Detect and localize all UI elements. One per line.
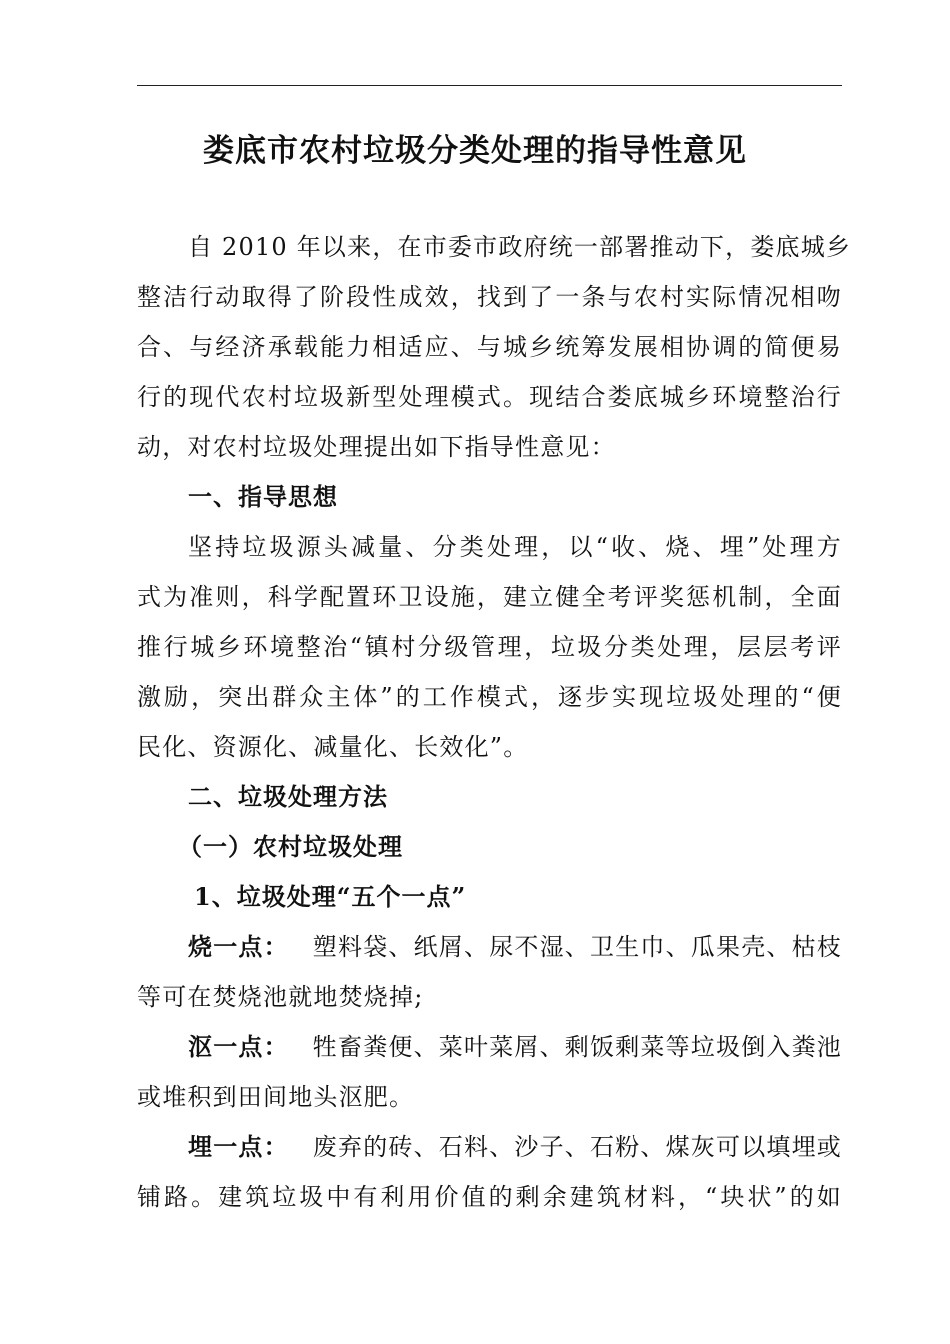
intro-line: 动，对农村垃圾处理提出如下指导性意见：: [137, 433, 616, 461]
compost-text: 牲畜粪便、菜叶菜屑、剩饭剩菜等垃圾倒入粪池: [312, 1033, 842, 1061]
bury-text: 废弃的砖、石料、沙子、石粉、煤灰可以填埋或: [312, 1133, 842, 1161]
section1-line: 推行城乡环境整治“镇村分级管理，垃圾分类处理，层层考评: [137, 633, 842, 661]
intro-line: 自 2010 年以来，在市委市政府统一部署推动下，娄底城乡: [188, 233, 852, 261]
compost-line: [188, 1032, 842, 1062]
intro-line: 整洁行动取得了阶段性成效，找到了一条与农村实际情况相吻: [137, 283, 842, 311]
section1-line: 坚持垃圾源头减量、分类处理，以“收、烧、埋”处理方: [188, 533, 842, 561]
burn-text: 塑料袋、纸屑、尿不湿、卫生巾、瓜果壳、枯枝: [312, 933, 842, 961]
item-heading-five-points: 1、垃圾处理“五个一点”: [194, 882, 467, 911]
document-title: 娄底市农村垃圾分类处理的指导性意见: [203, 133, 747, 169]
bury-line: [188, 1132, 842, 1162]
burn-line: [188, 932, 842, 962]
intro-line: 合、与经济承载能力相适应、与城乡统筹发展相协调的简便易: [137, 333, 842, 361]
burn-label: 烧一点：: [188, 932, 289, 961]
bury-line-continued: 铺路。建筑垃圾中有利用价值的剩余建筑材料，“块状”的如: [137, 1183, 842, 1211]
burn-line-continued: 等可在焚烧池就地焚烧掉;: [137, 983, 424, 1011]
intro-line: 行的现代农村垃圾新型处理模式。现结合娄底城乡环境整治行: [137, 383, 842, 411]
subsection-heading-rural-waste: （一）农村垃圾处理: [178, 832, 403, 861]
section1-line: 激励，突出群众主体”的工作模式，逐步实现垃圾处理的“便: [137, 683, 842, 711]
section-heading-methods: 二、垃圾处理方法: [188, 782, 388, 811]
section1-line: 民化、资源化、减量化、长效化”。: [137, 733, 529, 761]
section-heading-guiding-thought: 一、指导思想: [188, 482, 338, 511]
bury-label: 埋一点：: [188, 1132, 289, 1161]
compost-label: 沤一点：: [188, 1032, 289, 1061]
header-rule: [137, 85, 842, 86]
compost-line-continued: 或堆积到田间地头沤肥。: [137, 1083, 415, 1111]
section1-line: 式为准则，科学配置环卫设施，建立健全考评奖惩机制，全面: [137, 583, 842, 611]
